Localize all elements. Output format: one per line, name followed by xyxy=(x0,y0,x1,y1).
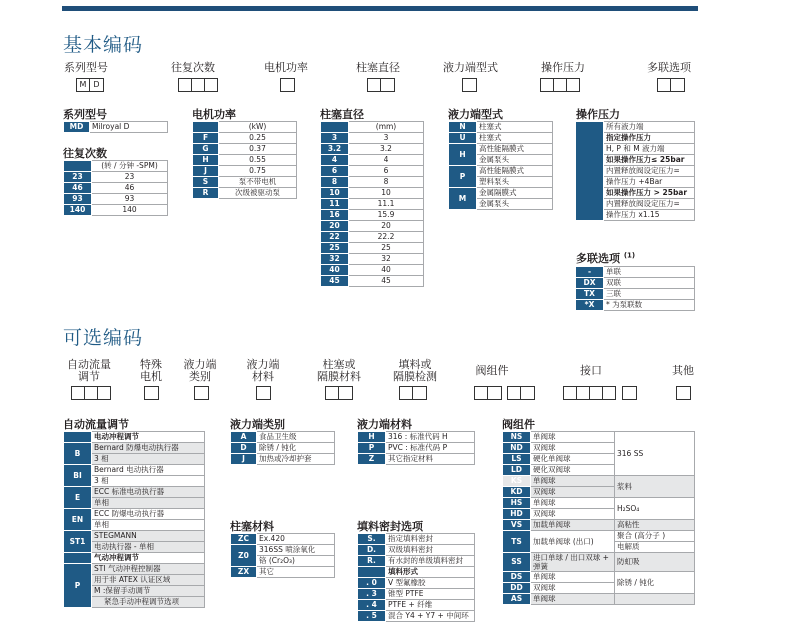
motor-value: 0.55 xyxy=(219,155,297,166)
le-material-desc: 316 : 标准代码 H xyxy=(386,432,475,443)
valve-desc: 单阀球 xyxy=(531,432,615,443)
opt-header-line: 隔膜材料 xyxy=(317,370,361,383)
opt-header-line: 隔膜检测 xyxy=(393,370,437,383)
liquid-end-desc: 柱塞式 xyxy=(477,122,553,133)
plunger-code: 6 xyxy=(321,166,349,177)
valve-code: DS xyxy=(503,572,531,583)
multiplex-table xyxy=(575,266,695,311)
opt-header-line: 液力端 xyxy=(246,358,280,371)
plunger-value: 3 xyxy=(349,133,424,144)
plunger-value: 10 xyxy=(349,188,424,199)
plunger-value: 8 xyxy=(349,177,424,188)
code-cell xyxy=(475,387,488,399)
series-table xyxy=(63,121,168,133)
plunger-code: 32 xyxy=(321,254,349,265)
auto-flow-group: 电动冲程调节 xyxy=(92,432,205,443)
auto-flow-table xyxy=(63,431,205,608)
top-bar xyxy=(62,6,698,11)
series-table-title: 系列型号 xyxy=(63,108,107,121)
code-cell xyxy=(326,387,339,399)
plunger-code: 10 xyxy=(321,188,349,199)
plunger-code: 11 xyxy=(321,199,349,210)
multiplex-footnote-mark: (1) xyxy=(623,251,636,260)
liquid-end-desc: 高性能隔膜式 xyxy=(477,166,553,177)
plunger-material-code: ZC xyxy=(231,534,257,545)
plunger-material-code: Z0 xyxy=(231,545,257,567)
plunger-header: (mm) xyxy=(349,122,424,133)
valve-code: KS xyxy=(503,476,531,487)
code-cell xyxy=(554,79,567,91)
code-cell xyxy=(195,387,208,399)
valve-table xyxy=(502,431,695,605)
auto-flow-desc: ECC 防爆电动执行器 xyxy=(92,509,205,520)
packing-desc: 指定填料密封 xyxy=(386,534,475,545)
valve-code: LD xyxy=(503,465,531,476)
valve-material: 电解质 xyxy=(615,542,695,553)
motor-code-box[interactable] xyxy=(280,78,295,92)
motor-code: R xyxy=(193,188,219,199)
pressure-code xyxy=(576,122,604,221)
le-class-code: J xyxy=(231,454,257,465)
auto-flow-desc: M :保留手动调节 xyxy=(92,586,205,597)
liquid-end-desc: 高性能隔膜式 xyxy=(477,144,553,155)
multiplex-table-title xyxy=(576,250,635,266)
motor-table xyxy=(192,121,297,199)
opt-header-line: 电机 xyxy=(140,370,162,383)
liquid-end-code: H xyxy=(449,144,477,166)
auto-flow-desc: ECC 标准电动执行器 xyxy=(92,487,205,498)
code-cell xyxy=(257,387,270,399)
valve-desc: 双阀球 xyxy=(531,487,615,498)
multiplex-desc: * 为泵联数 xyxy=(604,300,695,311)
auto-flow-desc: 3 相 xyxy=(92,454,205,465)
liquid-end-code-box[interactable] xyxy=(462,78,477,92)
le-class-table xyxy=(230,431,335,465)
valve-desc: 单阀球 xyxy=(531,476,615,487)
code-cell xyxy=(508,387,521,399)
stroke-table-title: 往复次数 xyxy=(63,147,107,160)
pressure-line: 操作压力 +4Bar xyxy=(604,177,695,188)
header-multiplex: 多联选项 xyxy=(647,61,691,74)
valve-material: 聚合 (高分子 ) xyxy=(615,531,695,542)
series-desc: Milroyal D xyxy=(90,122,168,133)
multiplex-desc: 双联 xyxy=(604,278,695,289)
multiplex-code: DX xyxy=(576,278,604,289)
code-cell xyxy=(577,387,590,399)
packing-group: 填料形式 xyxy=(386,567,475,578)
valve-desc: 单阀球 xyxy=(531,498,615,509)
packing-desc: 锥型 PTFE xyxy=(386,589,475,600)
special-motor-code-box[interactable] xyxy=(144,386,159,400)
valve-desc: 双阀球 xyxy=(531,583,615,594)
stroke-value: 46 xyxy=(92,183,168,194)
valve-desc: 单阀球 xyxy=(531,594,615,605)
pressure-line: H, P 和 M 液力端 xyxy=(604,144,695,155)
valve-desc: 双阀球 xyxy=(531,509,615,520)
plunger-value: 22.2 xyxy=(349,232,424,243)
valve-desc: 硬化单阀球 xyxy=(531,454,615,465)
le-class-code: A xyxy=(231,432,257,443)
packing-desc: 混合 Y4 + Y7 + 中间环 xyxy=(386,611,475,622)
le-material-table xyxy=(357,431,475,465)
packing-code: . 0 xyxy=(358,578,386,589)
packing-desc: 有水封的单级填料密封 xyxy=(386,556,475,567)
multiplex-code: *X xyxy=(576,300,604,311)
code-cell xyxy=(541,98,554,110)
valve-code: LS xyxy=(503,454,531,465)
valve-code: KD xyxy=(503,487,531,498)
liquid-end-code: M xyxy=(449,188,477,210)
code-cell xyxy=(658,79,671,91)
opt-header-other: 其他 xyxy=(672,364,694,377)
valve-material: 除锈 / 钝化 xyxy=(615,572,695,594)
valve-material: 高粘性 xyxy=(615,520,695,531)
plunger-material-table-title: 柱塞材料 xyxy=(230,520,274,533)
opt-header-line: 类别 xyxy=(189,370,211,383)
motor-value: 泵不带电机 xyxy=(219,177,297,188)
header-plunger: 柱塞直径 xyxy=(356,61,400,74)
packing-desc: V 型氟橡胶 xyxy=(386,578,475,589)
code-cell xyxy=(541,79,554,91)
valve-desc: 硬化双阀球 xyxy=(531,465,615,476)
valve-code-box-1[interactable] xyxy=(474,386,502,400)
plunger-value: 4 xyxy=(349,155,424,166)
optional-code-title: 可选编码 xyxy=(63,327,144,349)
plunger-code: 4 xyxy=(321,155,349,166)
pressure-line: 所有液力端 xyxy=(604,122,695,133)
auto-flow-code: EN xyxy=(64,509,92,531)
opt-header-le-material xyxy=(244,359,282,383)
motor-code: F xyxy=(193,133,219,144)
liquid-end-code: N xyxy=(449,122,477,133)
auto-flow-code: B xyxy=(64,443,92,465)
plunger-code: 45 xyxy=(321,276,349,287)
auto-flow-desc: 用于非 ATEX 认证区域 xyxy=(92,575,205,586)
le-material-desc: 其它指定材料 xyxy=(386,454,475,465)
header-liquid-end: 液力端型式 xyxy=(443,61,498,74)
code-cell xyxy=(72,387,85,399)
le-class-code-box[interactable] xyxy=(194,386,209,400)
motor-code: J xyxy=(193,166,219,177)
liquid-end-code: U xyxy=(449,133,477,144)
packing-code: D. xyxy=(358,545,386,556)
multiplex-code: TX xyxy=(576,289,604,300)
pressure-line: 指定操作压力 xyxy=(604,133,695,144)
code-cell xyxy=(488,387,501,399)
auto-flow-desc: 电动执行器 - 单相 xyxy=(92,542,205,553)
le-class-code: D xyxy=(231,443,257,454)
pressure-line: 操作压力 x1.15 xyxy=(604,210,695,221)
code-cell xyxy=(368,79,381,91)
plunger-value: 3.2 xyxy=(349,144,424,155)
liquid-end-desc: 塑料泵头 xyxy=(477,177,553,188)
opt-header-line: 填料或 xyxy=(398,358,432,371)
plunger-value: 20 xyxy=(349,221,424,232)
valve-material: 防虹吸 xyxy=(615,553,695,572)
opt-header-le-class xyxy=(181,359,219,383)
le-material-code-box[interactable] xyxy=(256,386,271,400)
valve-desc: 加载单阀球 (出口) xyxy=(531,531,615,553)
code-cell xyxy=(564,387,577,399)
plunger-code: 8 xyxy=(321,177,349,188)
packing-code: . 5 xyxy=(358,611,386,622)
code-cell xyxy=(179,79,192,91)
plunger-value: 40 xyxy=(349,265,424,276)
auto-flow-desc: STEGMANN xyxy=(92,531,205,542)
code-cell xyxy=(590,387,603,399)
opt-header-line: 液力端 xyxy=(183,358,217,371)
liquid-end-code: P xyxy=(449,166,477,188)
motor-value: 0.37 xyxy=(219,144,297,155)
plunger-material-code-box[interactable] xyxy=(325,386,353,400)
series-cell: D xyxy=(93,80,100,89)
motor-code: H xyxy=(193,155,219,166)
auto-flow-desc: Bernard 电动执行器 xyxy=(92,465,205,476)
packing-code: R. xyxy=(358,556,386,567)
code-cell xyxy=(623,387,636,399)
code-cell xyxy=(463,79,476,91)
code-cell xyxy=(192,79,205,91)
code-cell xyxy=(521,387,534,399)
pressure-line: 如果操作压力≤ 25bar xyxy=(604,155,695,166)
motor-value: 0.75 xyxy=(219,166,297,177)
opt-header-line: 材料 xyxy=(252,370,274,383)
auto-flow-code: P xyxy=(64,564,92,608)
le-material-table-title: 液力端材料 xyxy=(357,418,412,431)
plunger-value: 15.9 xyxy=(349,210,424,221)
valve-table-title: 阀组件 xyxy=(502,418,535,431)
plunger-value: 32 xyxy=(349,254,424,265)
packing-code: S. xyxy=(358,534,386,545)
auto-flow-desc: 单相 xyxy=(92,520,205,531)
basic-code-title: 基本编码 xyxy=(63,34,144,56)
motor-code: G xyxy=(193,144,219,155)
motor-header: (kW) xyxy=(219,122,297,133)
code-cell xyxy=(677,387,690,399)
packing-table-title: 填料密封选项 xyxy=(357,520,423,533)
le-material-code: H xyxy=(358,432,386,443)
plunger-code: 25 xyxy=(321,243,349,254)
plunger-code: 3.2 xyxy=(321,144,349,155)
packing-code: . 4 xyxy=(358,600,386,611)
valve-material: 浆料 xyxy=(615,476,695,498)
opt-header-valve: 阀组件 xyxy=(475,364,509,377)
auto-flow-code-box[interactable] xyxy=(71,386,111,400)
le-material-code: P xyxy=(358,443,386,454)
plunger-code-box[interactable] xyxy=(367,78,395,92)
other-code-box[interactable] xyxy=(676,386,691,400)
plunger-code: 20 xyxy=(321,221,349,232)
valve-desc: 加载单阀球 xyxy=(531,520,615,531)
auto-flow-desc: Bernard 防爆电动执行器 xyxy=(92,443,205,454)
series-code: MD xyxy=(64,122,90,133)
connection-code-box-1[interactable] xyxy=(563,386,616,400)
valve-material: 316 SS xyxy=(615,432,695,476)
packing-table xyxy=(357,533,475,622)
opt-header-line: 调节 xyxy=(78,370,100,383)
code-cell xyxy=(85,387,98,399)
multiplex-desc: 三联 xyxy=(604,289,695,300)
le-material-desc: PVC : 标准代码 P xyxy=(386,443,475,454)
code-cell xyxy=(381,79,394,91)
plunger-material-desc: 铬 (Cr₂O₃) xyxy=(257,556,335,567)
pressure-line: 如果操作压力 > 25bar xyxy=(604,188,695,199)
valve-code: HD xyxy=(503,509,531,520)
code-cell xyxy=(179,98,192,110)
le-class-desc: 除锈 / 钝化 xyxy=(257,443,335,454)
plunger-material-desc: Ex.420 xyxy=(257,534,335,545)
opt-header-line: 特殊 xyxy=(140,358,162,371)
plunger-code: 16 xyxy=(321,210,349,221)
packing-code: . 3 xyxy=(358,589,386,600)
opt-header-line: 自动流量 xyxy=(67,358,111,371)
liquid-end-table-title: 液力端型式 xyxy=(448,108,503,121)
opt-header-packing-detect xyxy=(389,359,441,383)
header-stroke: 往复次数 xyxy=(171,61,215,74)
multiplex-code-box[interactable] xyxy=(657,78,685,92)
valve-desc: 进口单球 / 出口双球 + 弹簧 xyxy=(531,553,615,572)
auto-flow-code: E xyxy=(64,487,92,509)
pressure-code-box[interactable] xyxy=(540,78,580,92)
le-class-desc: 食品卫生级 xyxy=(257,432,335,443)
valve-code: VS xyxy=(503,520,531,531)
valve-material: H₂SO₄ xyxy=(615,498,695,520)
motor-table-title: 电机功率 xyxy=(192,108,236,121)
plunger-table-title: 柱塞直径 xyxy=(320,108,364,121)
plunger-material-desc: 316SS 喷涂氧化 xyxy=(257,545,335,556)
liquid-end-desc: 柱塞式 xyxy=(477,133,553,144)
multiplex-title-text: 多联选项 xyxy=(576,252,620,265)
motor-value: 次级被驱动泵 xyxy=(219,188,297,199)
liquid-end-desc: 金属泵头 xyxy=(477,199,553,210)
auto-flow-desc: 单相 xyxy=(92,498,205,509)
stroke-table xyxy=(63,160,168,216)
multiplex-desc: 单联 xyxy=(604,267,695,278)
valve-code: AS xyxy=(503,594,531,605)
liquid-end-table xyxy=(448,121,553,210)
plunger-material-desc: 其它 xyxy=(257,567,335,578)
auto-flow-desc: 3 相 xyxy=(92,476,205,487)
le-class-desc: 加热或冷却护套 xyxy=(257,454,335,465)
valve-code: ND xyxy=(503,443,531,454)
auto-flow-desc: STI 气动冲程控制器 xyxy=(92,564,205,575)
stroke-code: 93 xyxy=(64,194,92,205)
valve-code-box-2[interactable] xyxy=(507,386,535,400)
opt-header-auto-flow xyxy=(64,359,114,383)
pressure-table-title: 操作压力 xyxy=(576,108,620,121)
code-cell xyxy=(145,387,158,399)
stroke-code: 140 xyxy=(64,205,92,216)
liquid-end-desc: 金属泵头 xyxy=(477,155,553,166)
pressure-line: 内置释放阀设定压力= xyxy=(604,199,695,210)
header-pressure: 操作压力 xyxy=(541,61,585,74)
valve-code: HS xyxy=(503,498,531,509)
stroke-code: 46 xyxy=(64,183,92,194)
packing-desc: PTFE + 纤维 xyxy=(386,600,475,611)
stroke-code: 23 xyxy=(64,172,92,183)
opt-header-line: 柱塞或 xyxy=(322,358,356,371)
plunger-value: 11.1 xyxy=(349,199,424,210)
plunger-code: 40 xyxy=(321,265,349,276)
le-material-code: Z xyxy=(358,454,386,465)
stroke-value: 93 xyxy=(92,194,168,205)
pressure-line: 内置释放阀设定压力= xyxy=(604,166,695,177)
stroke-value: 140 xyxy=(92,205,168,216)
multiplex-code: - xyxy=(576,267,604,278)
plunger-material-table xyxy=(230,533,335,578)
valve-desc: 双阀球 xyxy=(531,443,615,454)
code-cell xyxy=(339,387,352,399)
series-cell: M xyxy=(77,79,90,91)
valve-code: DD xyxy=(503,583,531,594)
plunger-value: 25 xyxy=(349,243,424,254)
le-class-table-title: 液力端类别 xyxy=(230,418,285,431)
plunger-table xyxy=(320,121,424,287)
opt-header-special-motor xyxy=(136,359,166,383)
valve-code: SS xyxy=(503,553,531,572)
motor-code: S xyxy=(193,177,219,188)
pressure-table xyxy=(575,121,695,221)
code-cell xyxy=(564,406,577,418)
auto-flow-code: ST1 xyxy=(64,531,92,553)
header-motor: 电机功率 xyxy=(264,61,308,74)
stroke-code-box[interactable] xyxy=(178,78,218,92)
code-cell xyxy=(400,387,413,399)
stroke-header: (转 / 分钟 -SPM) xyxy=(92,161,168,172)
valve-desc: 单阀球 xyxy=(531,572,615,583)
valve-code: TS xyxy=(503,531,531,553)
plunger-value: 6 xyxy=(349,166,424,177)
auto-flow-table-title: 自动流量调节 xyxy=(63,418,129,431)
code-cell xyxy=(413,387,426,399)
plunger-code: 22 xyxy=(321,232,349,243)
packing-desc: 双级填料密封 xyxy=(386,545,475,556)
opt-header-plunger-material xyxy=(313,359,365,383)
stroke-value: 23 xyxy=(92,172,168,183)
motor-value: 0.25 xyxy=(219,133,297,144)
plunger-value: 45 xyxy=(349,276,424,287)
plunger-material-code: ZX xyxy=(231,567,257,578)
header-series: 系列型号 xyxy=(64,61,108,74)
valve-code: NS xyxy=(503,432,531,443)
auto-flow-code: BI xyxy=(64,465,92,487)
connection-code-box-2[interactable] xyxy=(622,386,637,400)
plunger-code: 3 xyxy=(321,133,349,144)
auto-flow-desc: 紧急手动冲程调节选项 xyxy=(92,597,205,608)
packing-code-box[interactable] xyxy=(399,386,427,400)
code-cell xyxy=(281,79,294,91)
opt-header-connection: 接口 xyxy=(580,364,602,377)
code-cell xyxy=(671,79,684,91)
auto-flow-group: 气动冲程调节 xyxy=(92,553,205,564)
liquid-end-desc: 金属隔膜式 xyxy=(477,188,553,199)
series-code-box[interactable] xyxy=(76,78,104,92)
